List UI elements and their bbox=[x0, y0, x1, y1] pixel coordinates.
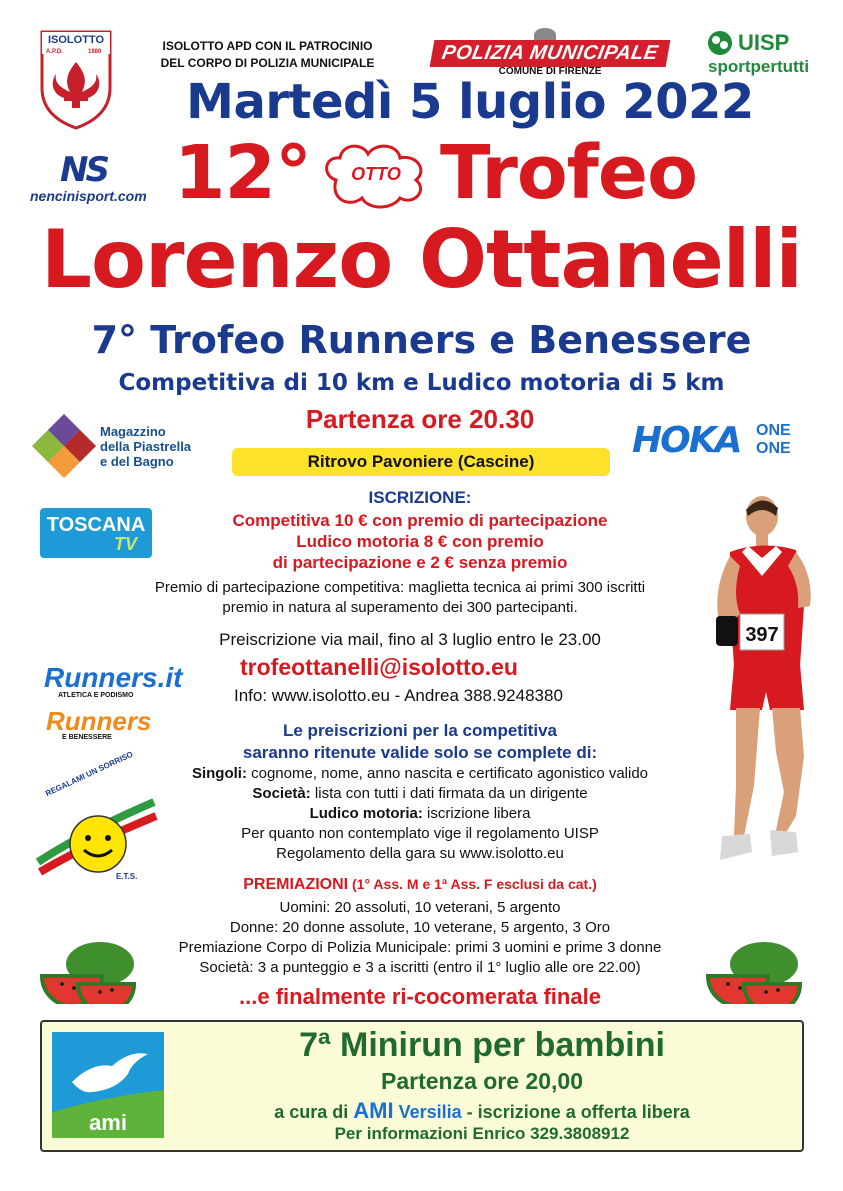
req-singoli-text: cognome, nome, anno nascita e certificato agonistico valido bbox=[246, 765, 649, 782]
req-rule-1: Per quanto non contemplato vige il regolamento UISP bbox=[241, 825, 599, 842]
watermelon-icon bbox=[38, 940, 138, 1004]
minirun-title: 7ª Minirun per bambini bbox=[299, 1026, 665, 1064]
req-ludico bbox=[130, 804, 710, 824]
tile-diamond-icon bbox=[30, 412, 98, 480]
runners-b-word: Runners bbox=[46, 706, 152, 736]
req-societa-text: lista con tutti i dati firmata da un dirigente bbox=[310, 785, 588, 802]
requirements-heading bbox=[160, 720, 680, 764]
uisp-mark-icon bbox=[706, 30, 734, 56]
patronage-line-2: DEL CORPO DI POLIZIA MUNICIPALE bbox=[160, 56, 375, 70]
toscana-tv-logo bbox=[40, 508, 152, 558]
awards-heading-note: (1° Ass. M e 1ª Ass. F esclusi da cat.) bbox=[348, 876, 597, 892]
watermelon-left bbox=[38, 940, 138, 1004]
info-text: Info: www.isolotto.eu - Andrea 388.9248380 bbox=[234, 686, 563, 705]
awards-women: Donne: 20 donne assolute, 10 veterane, 5 argento, 3 Oro bbox=[229, 919, 611, 936]
isolotto-logo-year: 1980 bbox=[88, 49, 102, 55]
magazzino-logo bbox=[30, 412, 230, 484]
minirun-info: Per informazioni Enrico 329.3808912 bbox=[334, 1124, 630, 1143]
ami-logo-text: ami bbox=[89, 1110, 127, 1135]
minirun-care-prefix: a cura di bbox=[274, 1102, 354, 1122]
minirun-box bbox=[40, 1020, 804, 1152]
polizia-sub: COMUNE DI FIRENZE bbox=[498, 66, 602, 77]
req-singoli bbox=[130, 764, 710, 784]
registration-heading: ISCRIZIONE: bbox=[368, 488, 472, 507]
awards-men: Uomini: 20 assoluti, 10 veterani, 5 argento bbox=[279, 899, 561, 916]
runner-photo bbox=[700, 496, 820, 886]
minirun-care bbox=[172, 1098, 792, 1124]
minirun-versilia: Versilia bbox=[393, 1102, 462, 1122]
registration-line-1: Competitiva 10 € con premio di partecipazione bbox=[232, 511, 608, 530]
toscana-word: TOSCANA bbox=[46, 514, 146, 536]
minirun-start: Partenza ore 20,00 bbox=[380, 1068, 583, 1094]
smiley-icon bbox=[34, 792, 160, 888]
requirements-heading-1: Le preiscrizioni per la competitiva bbox=[283, 721, 557, 740]
awards-finale: ...e finalmente ri-cocomerata finale bbox=[239, 984, 601, 1009]
patronage-text bbox=[140, 38, 395, 72]
registration-line-2: Ludico motoria 8 € con premio bbox=[296, 532, 544, 551]
title-word: Trofeo bbox=[440, 130, 697, 216]
registration-lines bbox=[160, 510, 680, 573]
uisp-sub: sportpertutti bbox=[708, 57, 810, 76]
runners-it-logo bbox=[36, 662, 216, 702]
hoka-logo bbox=[632, 418, 812, 462]
prereg-text: Preiscrizione via mail, fino al 3 luglio entro le 23.00 bbox=[219, 630, 601, 649]
runners-it-sub: ATLETICA E PODISMO bbox=[58, 692, 134, 699]
magazzino-text bbox=[100, 424, 191, 469]
hoka-one-2: ONE bbox=[756, 440, 791, 457]
event-date: Martedì 5 luglio 2022 bbox=[186, 74, 754, 130]
awards-heading-row bbox=[120, 876, 720, 894]
req-ludico-label: Ludico motoria: bbox=[309, 805, 423, 822]
requirements-heading-2: saranno ritenute valide solo se complete di: bbox=[242, 743, 598, 762]
minirun-ami: AMI bbox=[353, 1098, 394, 1123]
email-link[interactable]: trofeottanelli@isolotto.eu bbox=[240, 654, 518, 680]
polizia-label: POLIZIA MUNICIPALE bbox=[430, 40, 671, 67]
nencini-mark: NS bbox=[60, 150, 107, 190]
regalami-logo bbox=[34, 749, 160, 888]
prize-info bbox=[80, 578, 720, 618]
minirun-care-suffix: - iscrizione a offerta libera bbox=[461, 1102, 690, 1122]
ami-logo bbox=[52, 1032, 164, 1138]
magazzino-line-1: Magazzino bbox=[100, 424, 166, 439]
otto-logo-text: OTTO bbox=[351, 164, 401, 184]
req-singoli-label: Singoli: bbox=[191, 765, 247, 782]
patronage-line-1: ISOLOTTO APD CON IL PATROCINIO bbox=[162, 39, 373, 53]
magazzino-line-3: e del Bagno bbox=[100, 454, 174, 469]
awards-societa: Società: 3 a punteggio e 3 a iscritti (entro il 1° luglio alle ore 22.00) bbox=[199, 959, 641, 976]
edition-number: 12° bbox=[174, 130, 311, 216]
regalami-sub: E.T.S. bbox=[116, 872, 138, 881]
title-name: Lorenzo Ottanelli bbox=[41, 213, 802, 306]
isolotto-logo-name: ISOLOTTO bbox=[47, 34, 105, 46]
req-ludico-text: iscrizione libera bbox=[422, 805, 531, 822]
otto-logo bbox=[316, 140, 436, 212]
req-societa-label: Società: bbox=[252, 785, 311, 802]
watermelon-icon bbox=[704, 940, 804, 1004]
hoka-word: HOKA bbox=[632, 420, 741, 461]
bib-number: 397 bbox=[745, 624, 779, 646]
uisp-title: UISP bbox=[738, 30, 790, 55]
start-time: Partenza ore 20.30 bbox=[305, 404, 535, 434]
runners-b-sub: E BENESSERE bbox=[62, 734, 112, 741]
prize-line-2: premio in natura al superamento dei 300 partecipanti. bbox=[222, 599, 578, 616]
distances: Competitiva di 10 km e Ludico motoria di 5 km bbox=[118, 370, 725, 396]
nencini-url: nencinisport.com bbox=[30, 188, 147, 204]
uisp-logo bbox=[706, 30, 816, 80]
hoka-one-1: ONE bbox=[756, 422, 791, 439]
awards-list bbox=[100, 898, 740, 978]
magazzino-line-2: della Piastrella bbox=[100, 439, 192, 454]
runner-figure-icon bbox=[700, 496, 820, 886]
req-rule-2: Regolamento della gara su www.isolotto.eu bbox=[276, 845, 564, 862]
req-societa bbox=[130, 784, 710, 804]
watermelon-right bbox=[704, 940, 804, 1004]
isolotto-logo-apd: A.P.D. bbox=[46, 49, 63, 55]
awards-police: Premiazione Corpo di Polizia Municipale: primi 3 uomini e prime 3 donne bbox=[178, 939, 662, 956]
subtitle: 7° Trofeo Runners e Benessere bbox=[91, 318, 752, 362]
requirements-list bbox=[130, 764, 710, 864]
awards-heading: PREMIAZIONI bbox=[243, 876, 349, 893]
registration-line-3: di partecipazione e 2 € senza premio bbox=[272, 553, 568, 572]
runners-it-word: Runners.it bbox=[44, 662, 183, 693]
nencini-logo bbox=[30, 150, 170, 210]
regalami-text: REGALAMI UN SORRISO bbox=[44, 749, 135, 799]
polizia-municipale-logo bbox=[430, 28, 670, 80]
prize-line-1: Premio di partecipazione competitiva: maglietta tecnica ai primi 300 iscritti bbox=[154, 579, 646, 596]
toscana-tv: TV bbox=[114, 534, 138, 554]
meeting-point: Ritrovo Pavoniere (Cascine) bbox=[232, 448, 610, 476]
